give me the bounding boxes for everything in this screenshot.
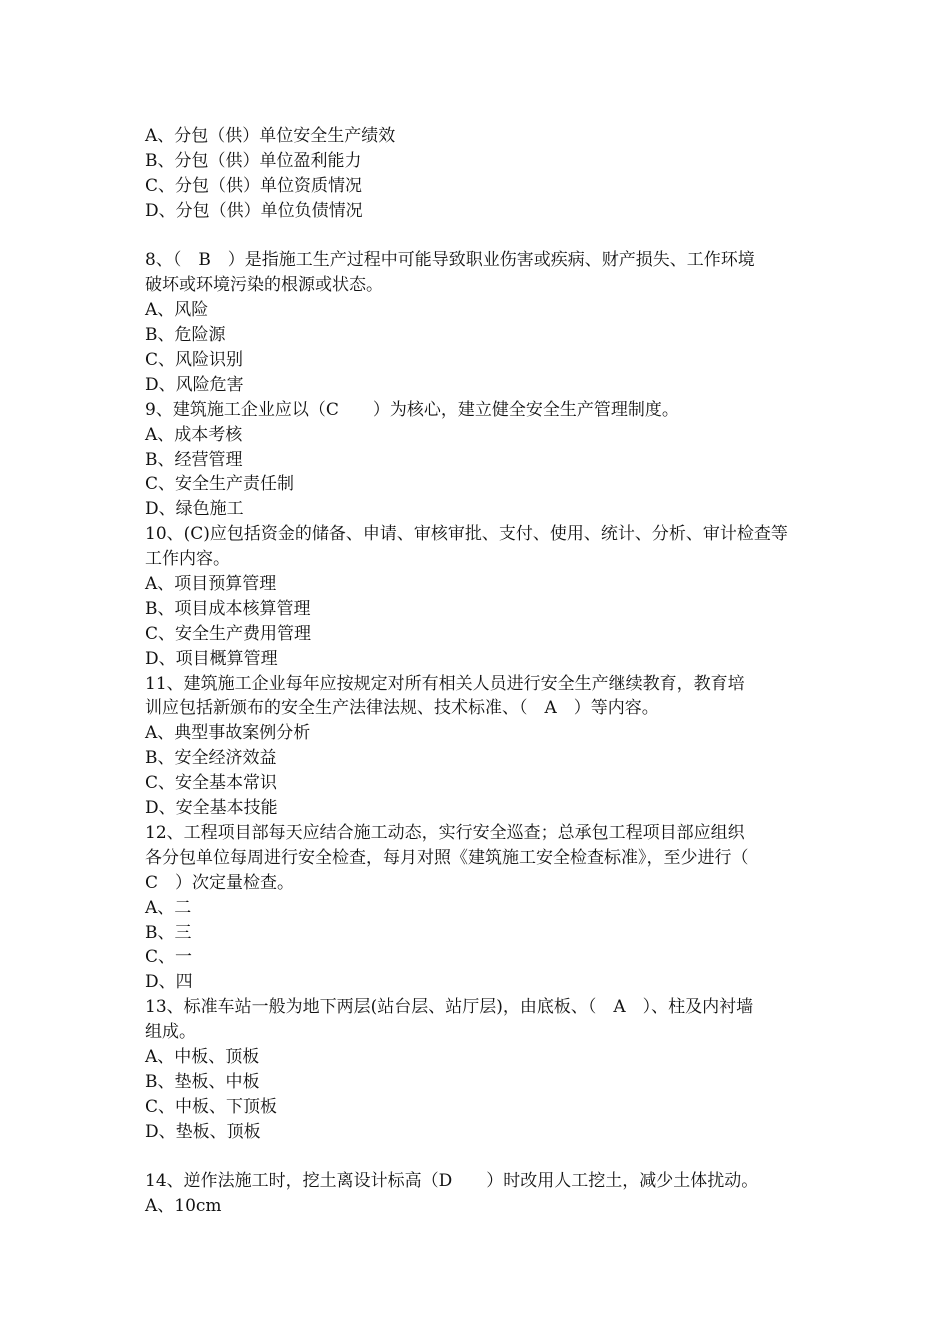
option-line: C、安全生产责任制: [145, 474, 295, 495]
option-line: A、项目预算管理: [145, 574, 277, 595]
option-line: D、项目概算管理: [145, 648, 278, 669]
question-11-line-1: 11、建筑施工企业每年应按规定对所有相关人员进行安全生产继续教育，教育培: [145, 673, 745, 694]
option-line: C、安全生产费用管理: [145, 623, 312, 644]
question-9-line-1: 9、建筑施工企业应以（C ）为核心，建立健全安全生产管理制度。: [145, 399, 679, 420]
question-8-line-2: 破坏或环境污染的根源或状态。: [145, 275, 383, 296]
blank-line: [145, 224, 810, 249]
question-11-line-2: 训应包括新颁布的安全生产法律法规、技术标准、（ A ）等内容。: [145, 698, 659, 719]
option-line: A、10cm: [145, 1196, 222, 1217]
question-13-line-2: 组成。: [145, 1022, 196, 1043]
option-line: A、中板、顶板: [145, 1046, 260, 1067]
option-line: D、安全基本技能: [145, 798, 278, 819]
option-line: C、安全基本常识: [145, 773, 278, 794]
option-line: B、危险源: [145, 325, 226, 346]
option-line: B、分包（供）单位盈利能力: [145, 150, 362, 171]
option-line: B、垫板、中板: [145, 1071, 260, 1092]
option-line: A、风险: [145, 300, 209, 321]
option-line: B、安全经济效益: [145, 748, 277, 769]
option-line: D、分包（供）单位负债情况: [145, 200, 363, 221]
question-12-line-2: 各分包单位每周进行安全检查，每月对照《建筑施工安全检查标准》，至少进行（: [145, 847, 749, 868]
option-line: D、四: [145, 972, 193, 993]
question-13-line-1: 13、标准车站一般为地下两层(站台层、站厅层)，由底板、（ A ）、柱及内衬墙: [145, 997, 754, 1018]
option-line: A、二: [145, 897, 192, 918]
question-14-line-1: 14、逆作法施工时，挖土离设计标高（D ）时改用人工挖土，减少土体扰动。: [145, 1171, 759, 1192]
option-line: C、一: [145, 947, 193, 968]
option-line: A、成本考核: [145, 424, 243, 445]
option-line: B、项目成本核算管理: [145, 598, 311, 619]
question-8-line-1: 8、（ B ）是指施工生产过程中可能导致职业伤害或疾病、财产损失、工作环境: [145, 250, 755, 271]
question-10-line-1: 10、(C)应包括资金的储备、申请、审核审批、支付、使用、统计、分析、审计检查等: [145, 524, 788, 545]
option-line: C、风险识别: [145, 350, 244, 371]
blank-line: [145, 1145, 810, 1170]
question-12-line-3: C ）次定量检查。: [145, 872, 295, 893]
option-line: C、分包（供）单位资质情况: [145, 175, 363, 196]
option-line: D、绿色施工: [145, 499, 244, 520]
option-line: D、风险危害: [145, 374, 244, 395]
option-line: B、经营管理: [145, 449, 243, 470]
option-line: C、中板、下顶板: [145, 1096, 278, 1117]
question-12-line-1: 12、工程项目部每天应结合施工动态，实行安全巡查；总承包工程项目部应组织: [145, 822, 745, 843]
question-10-line-2: 工作内容。: [145, 549, 230, 570]
option-line: D、垫板、顶板: [145, 1121, 261, 1142]
option-line: A、典型事故案例分析: [145, 723, 311, 744]
option-line: B、三: [145, 922, 192, 943]
document-body: [145, 124, 810, 1219]
option-line: A、分包（供）单位安全生产绩效: [145, 126, 396, 146]
